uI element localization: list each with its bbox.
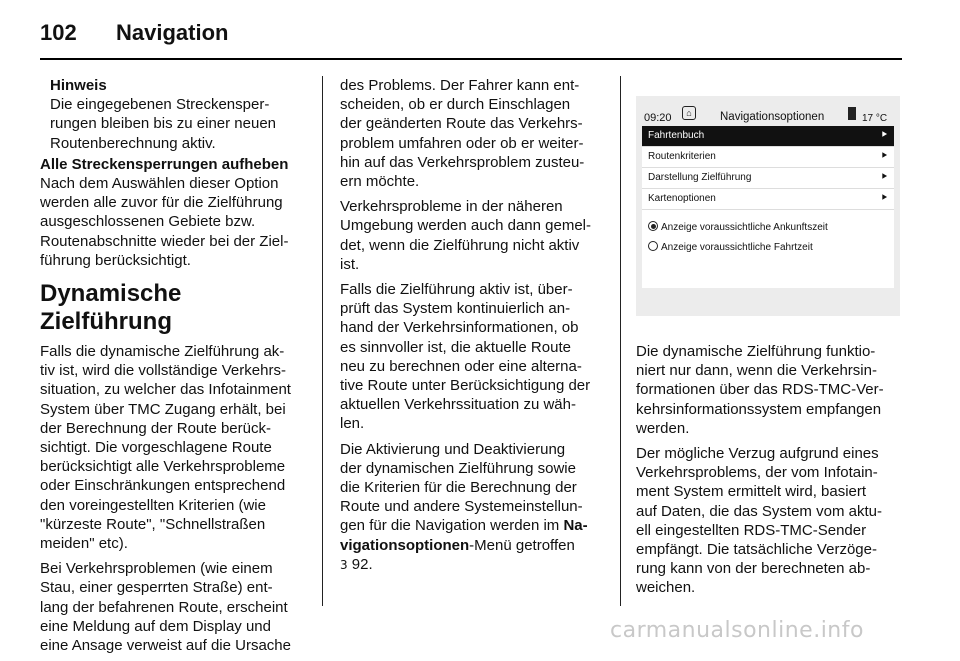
menu-item-label: Routenkriterien	[648, 151, 716, 162]
dynamic-guidance-heading: Dynamische Zielführung	[40, 280, 182, 336]
display-screenshot	[636, 96, 900, 316]
screen-title: Navigationsoptionen	[720, 111, 825, 123]
remove-blocks-text: Nach dem Auswählen dieser Option werden alle zuvor für die Zielführung ausgeschlossenen Gebiete bzw. Routenabschnitte wieder bei der Ziel- führung berücksichtigt.	[40, 175, 289, 269]
paragraph: des Problems. Der Fahrer kann ent- scheiden, ob er durch Einschlagen der geänderten Route das Verkehrs- problem umfahren oder ob er weiter- hin auf das Verkehrsproblem zusteu- ern möchte.	[340, 77, 585, 191]
column-right	[636, 76, 912, 604]
note-text: Die eingegebenen Streckensper- rungen bleiben bis zu einer neuen Routenberechnung aktiv.	[50, 96, 277, 152]
paragraph: Verkehrsprobleme in der näheren Umgebung werden auch dann gemel- det, wenn die Zielführung nicht aktiv ist.	[340, 198, 591, 273]
column-divider-1	[322, 76, 323, 606]
menu-item-kartenoptionen[interactable]	[642, 189, 894, 210]
menu-item-label: Kartenoptionen	[648, 193, 716, 204]
paragraph: Der mögliche Verzug aufgrund eines Verkehrsproblems, der vom Infotain- ment System ermittelt wird, basiert auf Daten, die das System vom aktu- ell eingestellten RDS-TMC-Sender empfängt. Die tatsächliche Verzöge- rung kann von der berechneten ab- weichen.	[636, 445, 882, 597]
menu-item-label: Fahrtenbuch	[648, 130, 705, 141]
note-title: Hinweis	[50, 77, 107, 94]
radio-arrival-time[interactable]	[642, 218, 894, 238]
radio-travel-time[interactable]	[642, 238, 894, 258]
chevron-right-icon: ⯈	[880, 151, 888, 162]
menu-item-label: Darstellung Zielführung	[648, 172, 752, 183]
phone-icon	[848, 107, 856, 120]
page-ref: 92.	[347, 555, 373, 573]
paragraph	[340, 440, 612, 575]
column-left	[40, 76, 308, 661]
menu-panel	[642, 126, 894, 288]
paragraph: Falls die dynamische Zielführung ak- tiv ist, wird die vollständige Verkehrs- situation, zu welcher das Infotainment System über TMC Zugang erhält, bei der Berechnung der Route berück- sichtigt. Die vorgeschlagene Route berücksichtigt alle Verkehrsprobleme oder Einschränkungen entsprechend den voreingestellten Kriterien (wie "kürzeste Route", "Schnellstraßen meiden" etc).	[40, 343, 291, 553]
chevron-right-icon: ⯈	[880, 130, 888, 141]
chevron-right-icon: ⯈	[880, 172, 888, 183]
radio-unselected-icon	[648, 241, 658, 251]
chevron-right-icon: ⯈	[880, 193, 888, 204]
watermark: carmanualsonline.info	[610, 618, 864, 643]
temperature: 17 °C	[862, 113, 888, 124]
radio-label: Anzeige voraussichtliche Fahrtzeit	[661, 242, 813, 253]
header-rule	[40, 58, 902, 60]
paragraph: Bei Verkehrsproblemen (wie einem Stau, einer gesperrten Straße) ent- lang der befahrenen Route, erscheint eine Meldung auf dem Display und eine Ansage verweist auf die Ursache	[40, 560, 291, 655]
section-title: Navigation	[116, 20, 229, 45]
clock: 09:20	[644, 112, 672, 124]
paragraph-text: -Menü getroffen	[469, 536, 575, 554]
paragraph: Die dynamische Zielführung funktio- niert nur dann, wenn die Verkehrsin- formationen über das RDS-TMC-Ver- kehrsinformationssystem empfangen werden.	[636, 343, 884, 437]
paragraph: Falls die Zielführung aktiv ist, über- prüft das System kontinuierlich an- hand der Verkehrsinformationen, ob es sinnvoller ist, die aktuelle Route neu zu berechnen oder eine alterna- tive Route unter Berücksichtigung der aktuellen Verkehrssituation zu wäh- len.	[340, 281, 591, 433]
menu-item-fahrtenbuch[interactable]	[642, 126, 894, 147]
menu-reference: Na- vigationsoptionen	[340, 517, 588, 554]
page-number: 102	[40, 20, 77, 45]
radio-selected-icon	[648, 221, 658, 231]
menu-item-darstellung[interactable]	[642, 168, 894, 189]
page-header	[40, 0, 902, 62]
page-ref-icon: 3	[340, 557, 348, 572]
navigation-icon: ⌂	[682, 106, 696, 120]
menu-item-routenkriterien[interactable]	[642, 147, 894, 168]
note-box	[40, 76, 308, 153]
column-middle	[340, 76, 612, 581]
status-bar	[642, 104, 894, 126]
remove-blocks-title: Alle Streckensperrungen aufheben	[40, 155, 289, 173]
column-divider-2	[620, 76, 621, 606]
radio-label: Anzeige voraussichtliche Ankunftszeit	[661, 222, 828, 233]
paragraph-text: Die Aktivierung und Deaktivierung der dynamischen Zielführung sowie die Kriterien für die Berechnung der Route und andere Systemeinstellun- gen für die Navigation werden im	[340, 440, 583, 535]
